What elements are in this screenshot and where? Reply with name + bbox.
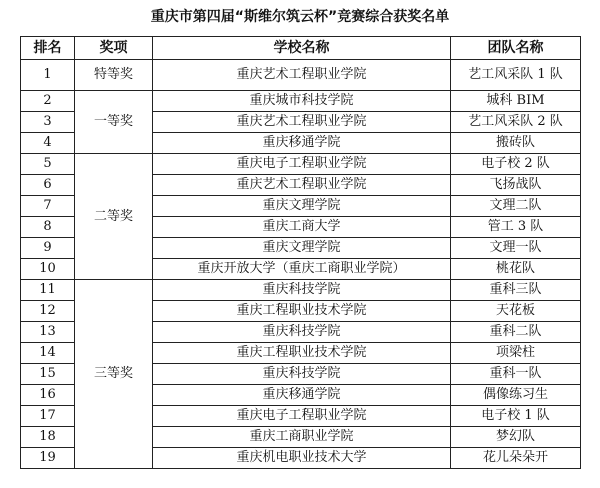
school-cell: 重庆科技学院 [153,280,451,301]
rank-cell: 4 [21,133,75,154]
team-cell: 搬砖队 [451,133,581,154]
award-cell: 一等奖 [75,91,153,154]
header-award: 奖项 [75,37,153,60]
school-cell: 重庆电子工程职业学院 [153,406,451,427]
school-cell: 重庆工商职业学院 [153,427,451,448]
team-cell: 天花板 [451,301,581,322]
rank-cell: 13 [21,322,75,343]
rank-cell: 5 [21,154,75,175]
team-cell: 花儿朵朵开 [451,448,581,469]
award-cell: 特等奖 [75,60,153,91]
rank-cell: 11 [21,280,75,301]
rank-cell: 10 [21,259,75,280]
rank-cell: 18 [21,427,75,448]
rank-cell: 17 [21,406,75,427]
school-cell: 重庆机电职业技术大学 [153,448,451,469]
school-cell: 重庆电子工程职业学院 [153,154,451,175]
rank-cell: 15 [21,364,75,385]
rank-cell: 12 [21,301,75,322]
school-cell: 重庆城市科技学院 [153,91,451,112]
school-cell: 重庆文理学院 [153,196,451,217]
header-school: 学校名称 [153,37,451,60]
table-row [21,154,581,175]
team-cell: 艺工风采队 2 队 [451,112,581,133]
team-cell: 重科一队 [451,364,581,385]
rank-cell: 14 [21,343,75,364]
school-cell: 重庆工程职业技术学院 [153,301,451,322]
award-cell: 三等奖 [75,280,153,469]
team-cell: 电子校 2 队 [451,154,581,175]
header-rank: 排名 [21,37,75,60]
school-cell: 重庆开放大学（重庆工商职业学院） [153,259,451,280]
school-cell: 重庆工程职业技术学院 [153,343,451,364]
table-row [21,60,581,91]
table-row [21,91,581,112]
award-cell: 二等奖 [75,154,153,280]
school-cell: 重庆艺术工程职业学院 [153,112,451,133]
rank-cell: 7 [21,196,75,217]
rank-cell: 1 [21,60,75,91]
school-cell: 重庆艺术工程职业学院 [153,175,451,196]
award-table [20,36,581,469]
school-cell: 重庆科技学院 [153,364,451,385]
team-cell: 文理一队 [451,238,581,259]
school-cell: 重庆科技学院 [153,322,451,343]
rank-cell: 9 [21,238,75,259]
school-cell: 重庆移通学院 [153,385,451,406]
school-cell: 重庆文理学院 [153,238,451,259]
team-cell: 文理二队 [451,196,581,217]
team-cell: 偶像练习生 [451,385,581,406]
page-title: 重庆市第四届“斯维尔筑云杯”竞赛综合获奖名单 [150,9,450,25]
team-cell: 项梁柱 [451,343,581,364]
rank-cell: 19 [21,448,75,469]
team-cell: 飞扬战队 [451,175,581,196]
school-cell: 重庆艺术工程职业学院 [153,60,451,91]
team-cell: 重科三队 [451,280,581,301]
rank-cell: 8 [21,217,75,238]
table-header-row [21,37,581,60]
table-row [21,280,581,301]
rank-cell: 16 [21,385,75,406]
school-cell: 重庆工商大学 [153,217,451,238]
school-cell: 重庆移通学院 [153,133,451,154]
team-cell: 重科二队 [451,322,581,343]
header-team: 团队名称 [451,37,581,60]
rank-cell: 2 [21,91,75,112]
team-cell: 桃花队 [451,259,581,280]
team-cell: 电子校 1 队 [451,406,581,427]
rank-cell: 3 [21,112,75,133]
rank-cell: 6 [21,175,75,196]
team-cell: 城科 BIM [451,91,581,112]
team-cell: 梦幻队 [451,427,581,448]
team-cell: 艺工风采队 1 队 [451,60,581,91]
team-cell: 管工 3 队 [451,217,581,238]
